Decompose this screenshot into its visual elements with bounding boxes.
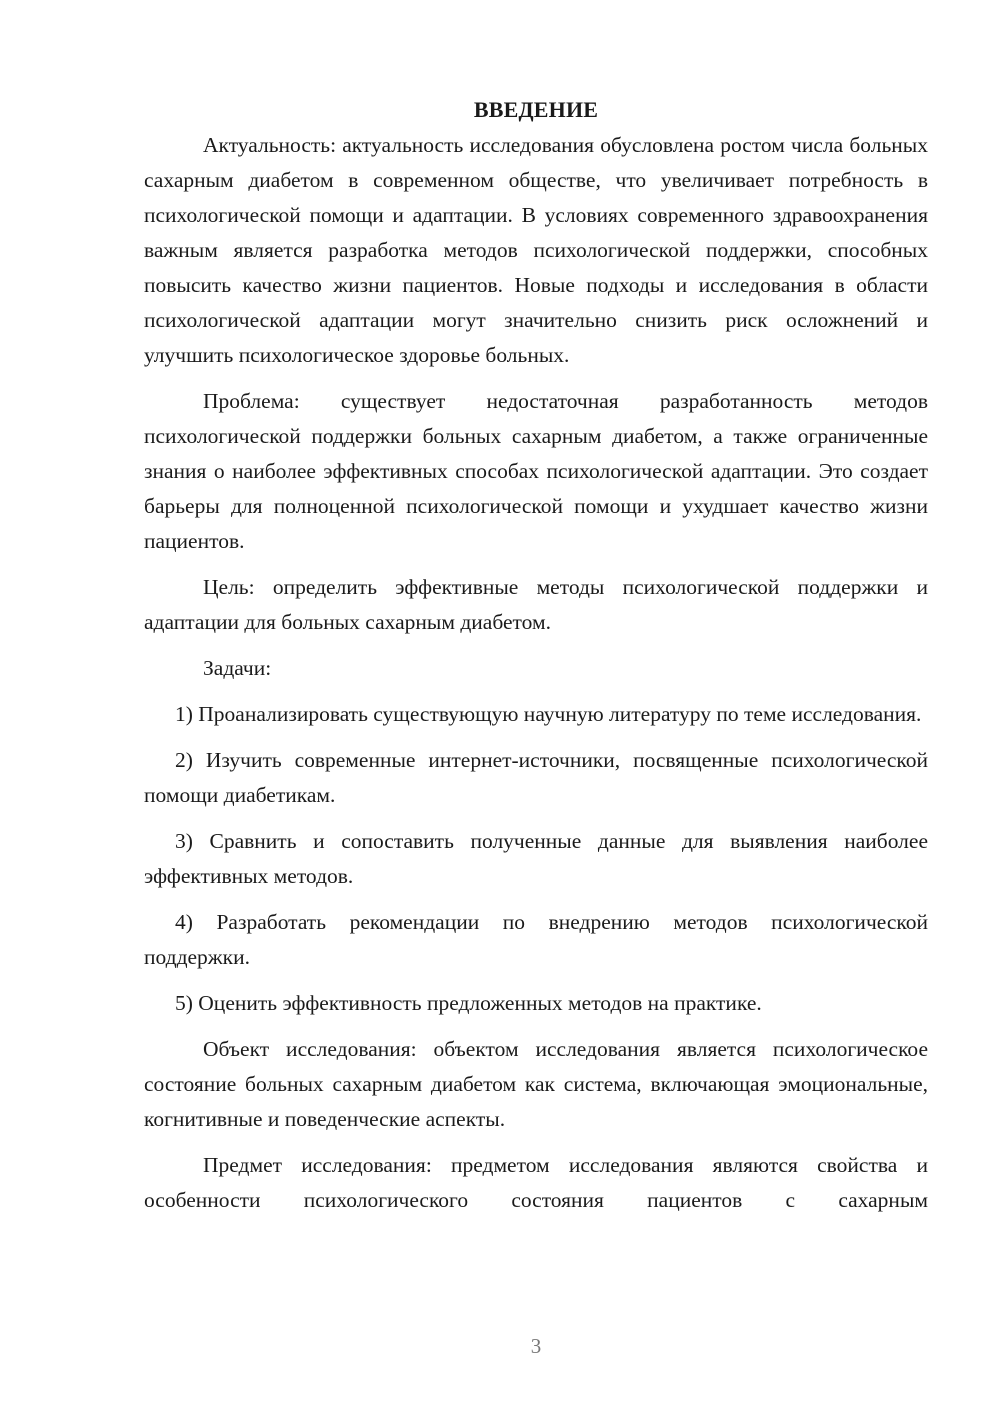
document-page: [144, 92, 928, 1229]
section-heading: ВВЕДЕНИЕ: [473, 97, 599, 122]
paragraph-object: Объект исследования: объектом исследования является психологическое состояние больных сахарным диабетом как система, включающая эмоциональные, когнитивные и поведенческие аспекты.: [144, 1037, 928, 1131]
paragraph-problem: Проблема: существует недостаточная разработанность методов психологической поддержки больных сахарным диабетом, а также ограниченные знания о наиболее эффективных способах психологической адаптации. Это создает барьеры для полноценной психологической помощи и ухудшает качество жизни пациентов.: [144, 389, 928, 553]
page-number: 3: [530, 1334, 542, 1358]
paragraph-tasks-label: Задачи:: [203, 656, 272, 680]
task-item-2: 2) Изучить современные интернет-источники, посвященные психологической помощи диабетикам.: [144, 748, 928, 807]
paragraph-relevance: Актуальность: актуальность исследования обусловлена ростом числа больных сахарным диабетом в современном обществе, что увеличивает потребность в психологической помощи и адаптации. В условиях современного здравоохранения важным является разработка методов психологической поддержки, способных повысить качество жизни пациентов. Новые подходы и исследования в области психологической адаптации могут значительно снизить риск осложнений и улучшить психологическое здоровье больных.: [144, 133, 928, 367]
task-item-1: 1) Проанализировать существующую научную литературу по теме исследования.: [175, 702, 922, 726]
task-item-3: 3) Сравнить и сопоставить полученные данные для выявления наиболее эффективных методов.: [144, 829, 928, 888]
paragraph-goal: Цель: определить эффективные методы психологической поддержки и адаптации для больных сахарным диабетом.: [144, 575, 928, 634]
task-item-4: 4) Разработать рекомендации по внедрению методов психологической поддержки.: [144, 910, 928, 969]
paragraph-subject: Предмет исследования: предметом исследования являются свойства и особенности психологического состояния пациентов с сахарным: [144, 1153, 928, 1212]
task-item-5: 5) Оценить эффективность предложенных методов на практике.: [175, 991, 762, 1015]
